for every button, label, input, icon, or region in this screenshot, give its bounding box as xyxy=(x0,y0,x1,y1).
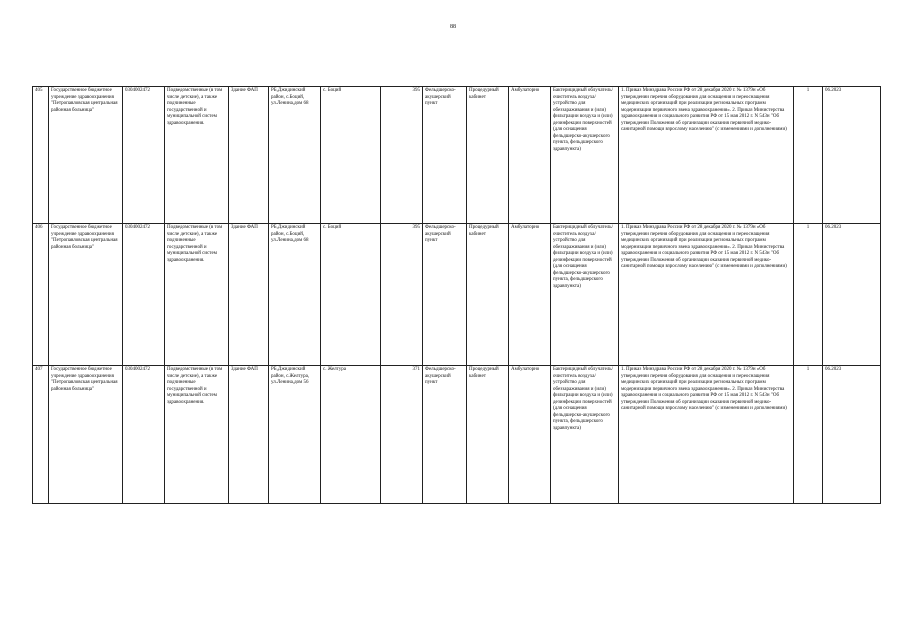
date: 06.2023 xyxy=(823,87,881,224)
row-number: 405 xyxy=(33,87,49,224)
locality: с. Боций xyxy=(321,224,381,366)
building: Здание ФАП xyxy=(229,366,269,504)
population: 395 xyxy=(381,224,423,366)
room: Процедурный кабинет xyxy=(467,224,509,366)
population: 371 xyxy=(381,366,423,504)
room: Процедурный кабинет xyxy=(467,87,509,224)
subordination: Подведомственные (в том числе детские), а также подчиненные государственной и муниципальной систем здравоохранения. xyxy=(165,224,229,366)
locality: с. Боций xyxy=(321,87,381,224)
legal-basis: 1. Приказ Минздрава России РФ от 28 декабря 2020 г. № 1379н «Об утверждении перечня оборудования для оснащения и переоснащения медицинских организаций при реализации региональных программ модернизации первичного звена здравоохранения». 2. Приказ Министерства здравоохранения и социального развития РФ от 15 мая 2012 г. N 543н "Об утверждении Положения об организации оказания первичной медико-санитарной помощи взрослому населению" (с изменениями и дополнениями) xyxy=(619,366,794,504)
row-number: 406 xyxy=(33,224,49,366)
inn: 0304002472 xyxy=(123,366,165,504)
facility-type: Фельдшерско-акушерский пункт xyxy=(423,224,467,366)
care-type: Амбулаторно xyxy=(509,224,551,366)
table-row xyxy=(33,366,881,504)
address: РБ,Джидинский район, с.Боций, ул.Ленина,дом 68 xyxy=(269,224,321,366)
room: Процедурный кабинет xyxy=(467,366,509,504)
date: 06.2023 xyxy=(823,366,881,504)
quantity: 1 xyxy=(794,87,823,224)
locality: с. Желтура xyxy=(321,366,381,504)
quantity: 1 xyxy=(794,224,823,366)
legal-basis: 1. Приказ Минздрава России РФ от 28 декабря 2020 г. № 1379н «Об утверждении перечня оборудования для оснащения и переоснащения медицинских организаций при реализации региональных программ модернизации первичного звена здравоохранения». 2. Приказ Министерства здравоохранения и социального развития РФ от 15 мая 2012 г. N 543н "Об утверждении Положения об организации оказания первичной медико-санитарной помощи взрослому населению" (с изменениями и дополнениями) xyxy=(619,87,794,224)
date: 06.2023 xyxy=(823,224,881,366)
equipment-registry-table xyxy=(32,86,881,504)
subordination: Подведомственные (в том числе детские), а также подчиненные государственной и муниципальной систем здравоохранения. xyxy=(165,87,229,224)
organization-name: Государственное бюджетное учреждение здравоохранения "Петропавловская центральная районная больница" xyxy=(49,224,123,366)
table-row xyxy=(33,224,881,366)
quantity: 1 xyxy=(794,366,823,504)
inn: 0304002472 xyxy=(123,224,165,366)
subordination: Подведомственные (в том числе детские), а также подчиненные государственной и муниципальной систем здравоохранения. xyxy=(165,366,229,504)
equipment: Бактерицидный облучатель/очиститель воздуха/устройство для обеззараживания и (или) фильтрации воздуха и (или) дезинфекции поверхностей (для оснащения фельдшерско-акушерского пункта, фельдшерского здравпункта) xyxy=(551,224,619,366)
facility-type: Фельдшерско-акушерский пункт xyxy=(423,87,467,224)
address: РБ,Джидинский район, с.Боций, ул.Ленина,дом 68 xyxy=(269,87,321,224)
facility-type: Фельдшерско-акушерский пункт xyxy=(423,366,467,504)
table-row xyxy=(33,87,881,224)
organization-name: Государственное бюджетное учреждение здравоохранения "Петропавловская центральная районная больница" xyxy=(49,366,123,504)
legal-basis: 1. Приказ Минздрава России РФ от 28 декабря 2020 г. № 1379н «Об утверждении перечня оборудования для оснащения и переоснащения медицинских организаций при реализации региональных программ модернизации первичного звена здравоохранения». 2. Приказ Министерства здравоохранения и социального развития РФ от 15 мая 2012 г. N 543н "Об утверждении Положения об организации оказания первичной медико-санитарной помощи взрослому населению" (с изменениями и дополнениями) xyxy=(619,224,794,366)
population: 395 xyxy=(381,87,423,224)
building: Здание ФАП xyxy=(229,224,269,366)
page-number: 88 xyxy=(450,24,456,30)
care-type: Амбулаторно xyxy=(509,366,551,504)
inn: 0304002472 xyxy=(123,87,165,224)
care-type: Амбулаторно xyxy=(509,87,551,224)
row-number: 407 xyxy=(33,366,49,504)
equipment: Бактерицидный облучатель/очиститель воздуха/устройство для обеззараживания и (или) фильтрации воздуха и (или) дезинфекции поверхностей (для оснащения фельдшерско-акушерского пункта, фельдшерского здравпункта) xyxy=(551,87,619,224)
address: РБ,Джидинский район, с.Желтура, ул.Ленина,дом 56 xyxy=(269,366,321,504)
building: Здание ФАП xyxy=(229,87,269,224)
equipment: Бактерицидный облучатель/очиститель воздуха/устройство для обеззараживания и (или) фильтрации воздуха и (или) дезинфекции поверхностей (для оснащения фельдшерско-акушерского пункта, фельдшерского здравпункта) xyxy=(551,366,619,504)
organization-name: Государственное бюджетное учреждение здравоохранения "Петропавловская центральная районная больница" xyxy=(49,87,123,224)
